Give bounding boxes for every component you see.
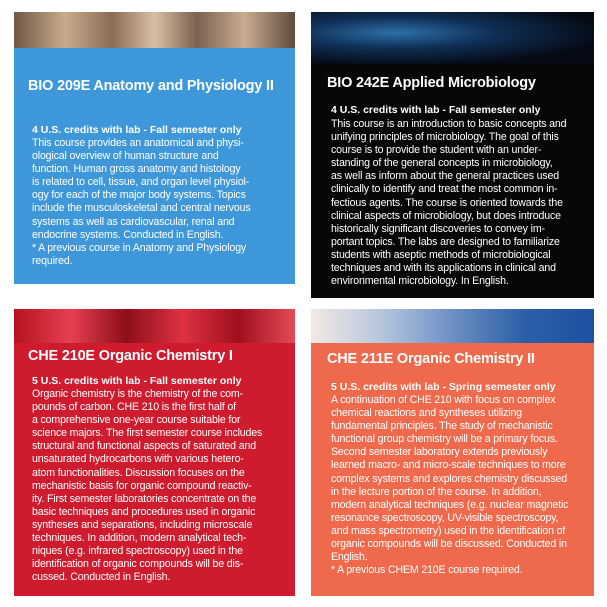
course-card-che-210e bbox=[14, 309, 295, 596]
course-title: BIO 242E Applied Microbiology bbox=[327, 75, 536, 91]
course-card-bio-242e bbox=[311, 12, 594, 298]
course-title: CHE 210E Organic Chemistry I bbox=[28, 348, 233, 364]
course-card-bio-209e bbox=[14, 12, 295, 284]
course-description: This course is an introduction to basic concepts and unifying principles of microbiology. The goal of this course is to provide the student with an under- standing of the general concepts in microbiology, as well as inform about the general practices used clinically to identify and treat the most common in- fectious agents. The course is oriented towards the clinical aspects of microbiology, but does introduce historically significant discoveries to convey im- portant topics. The labs are designed to familiarize students with aseptic methods of microbiological techniques and with its applications in clinical and environmental microbiology. In English. bbox=[331, 118, 567, 288]
course-credits: 4 U.S. credits with lab - Fall semester only bbox=[32, 124, 242, 136]
course-title: BIO 209E Anatomy and Physiology II bbox=[28, 78, 274, 94]
microbiology-banner-image bbox=[311, 12, 594, 64]
course-description: Organic chemistry is the chemistry of the com- pounds of carbon. CHE 210 is the first half of a comprehensive one-year course suitable for science majors. The first semester course includes structural and functional aspects of saturated and unsaturated hydrocarbons with various hetero- atom functionalities. Discussion focuses on the mechanistic basis for organic compound reactiv- ity. First semester laboratories concentrate on the basic techniques and procedures used in organic syntheses and separations, including microscale techniques. In addition, modern analytical tech- niques (e.g. infrared spectroscopy) used in the identification of organic compounds will be dis- cussed. Conducted in English. bbox=[32, 388, 263, 584]
course-credits: 5 U.S. credits with lab - Spring semester only bbox=[331, 381, 556, 393]
lab-glove-banner-image bbox=[311, 309, 594, 343]
course-description: This course provides an anatomical and physi- ological overview of human structure and function. Human gross anatomy and histology is related to cell, tissue, and organ level physiol- ogy for each of the major body systems. Topics include the musculoskeletal and central nervous systems as well as cardiovascular, renal and endocrine systems. Conducted in English. * A previous course in Anatomy and Physiology required. bbox=[32, 137, 251, 267]
anatomy-banner-image bbox=[14, 12, 295, 48]
course-title: CHE 211E Organic Chemistry II bbox=[327, 351, 535, 367]
course-credits: 5 U.S. credits with lab - Fall semester only bbox=[32, 375, 242, 387]
cells-banner-image bbox=[14, 309, 295, 343]
course-credits: 4 U.S. credits with lab - Fall semester only bbox=[331, 104, 541, 116]
course-card-che-211e bbox=[311, 309, 594, 596]
course-description: A continuation of CHE 210 with focus on complex chemical reactions and syntheses utilizing fundamental principles. The study of mechanistic functional group chemistry will be a primary focus. Second semester laboratory extends previously learned macro- and micro-scale techniques to more complex systems and explores chemistry discussed in the lecture portion of the course. In addition, modern analytical techniques (e.g. nuclear magnetic resonance spectroscopy, UV-visible spectroscopy, and mass spectrometry) used in the identification of organic compounds will be discussed. Conducted in English. * A previous CHEM 210E course required. bbox=[331, 394, 569, 577]
